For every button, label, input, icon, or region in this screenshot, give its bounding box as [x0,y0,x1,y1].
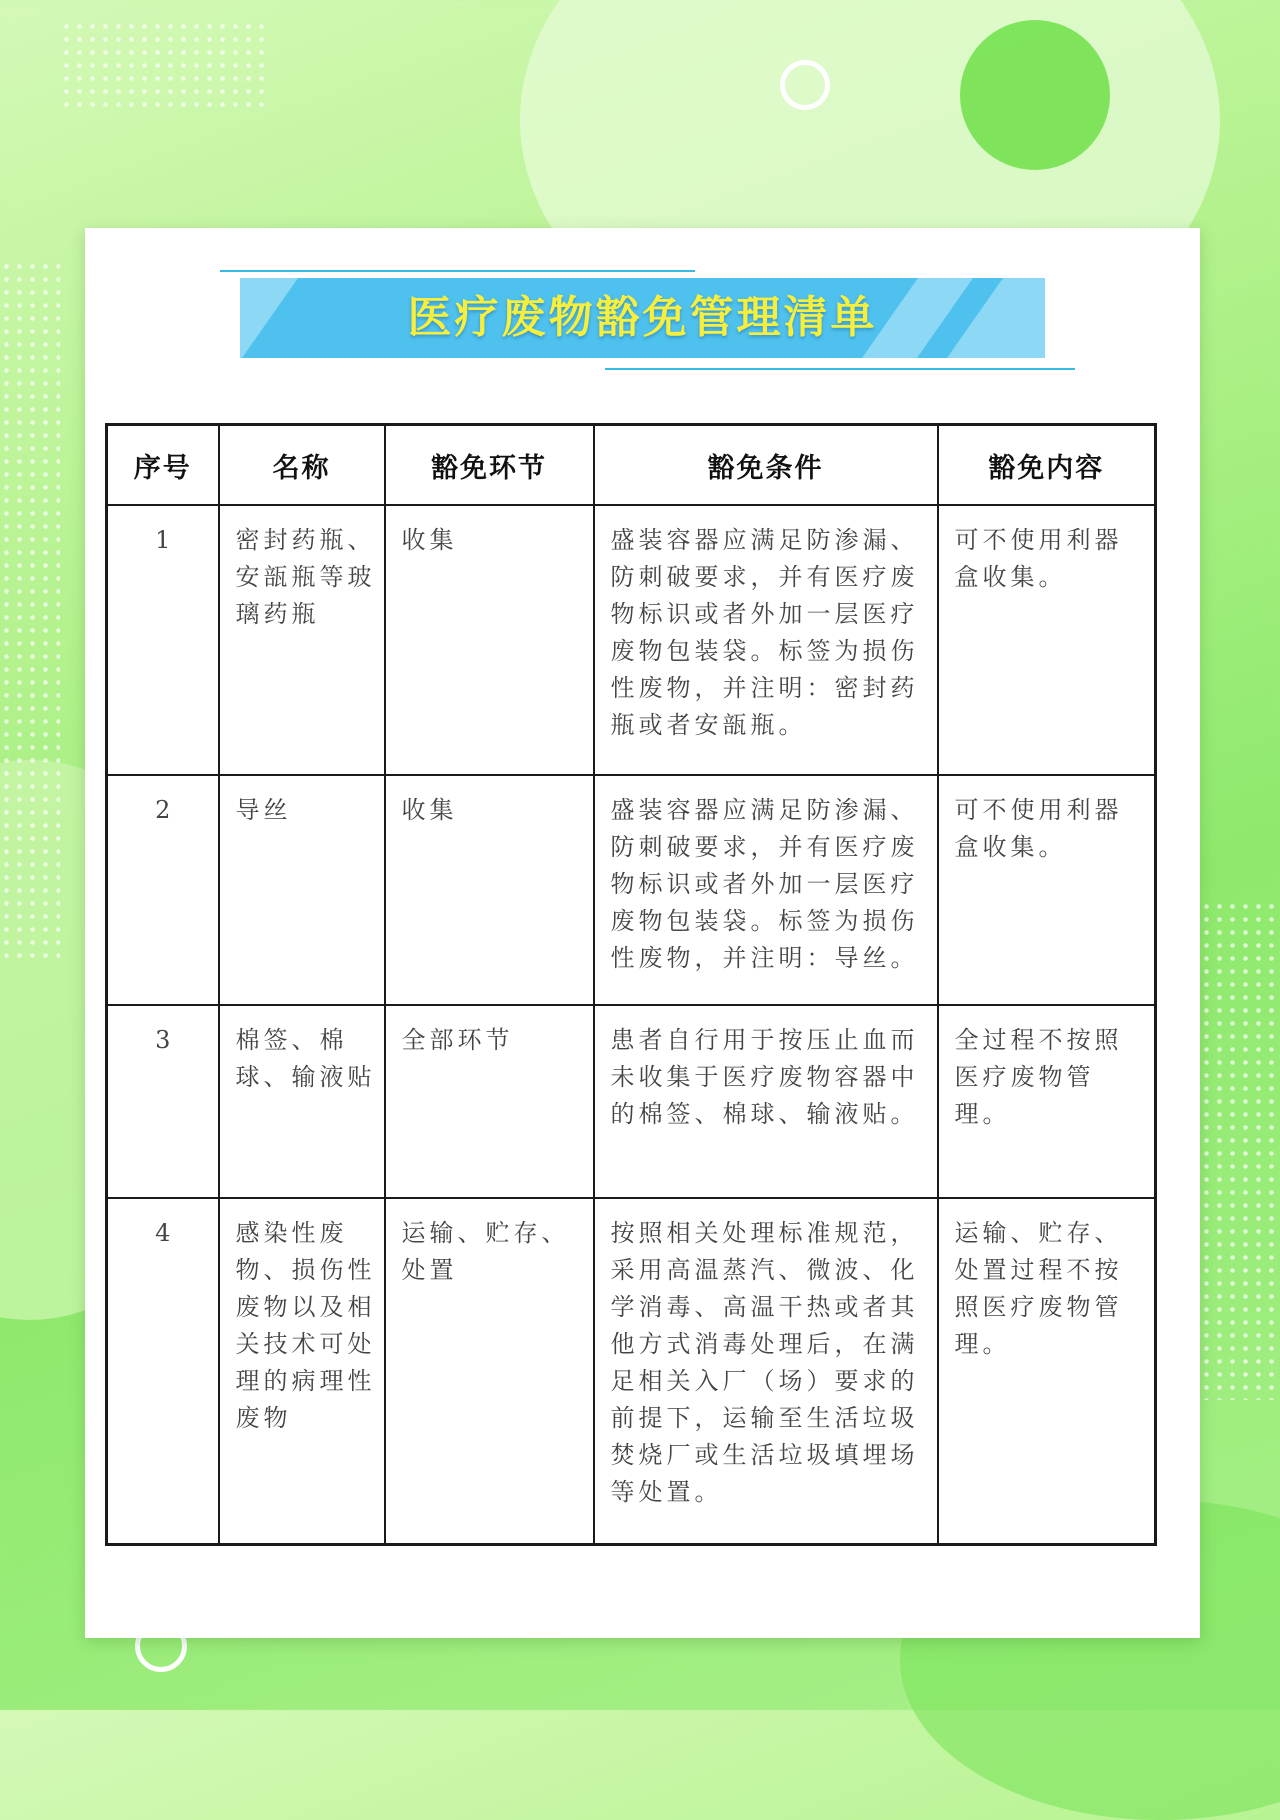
page-title: 医疗废物豁免管理清单 [407,292,878,343]
header-name: 名称 [219,425,385,506]
title-decor-line [220,270,695,272]
table-row [107,1198,1156,1544]
background-circle [960,20,1110,170]
header-index: 序号 [107,425,219,506]
row-index: 4 [107,1198,219,1544]
row-stage: 全部环节 [385,1005,594,1198]
row-content: 可不使用利器盒收集。 [938,505,1156,775]
row-condition: 患者自行用于按压止血而未收集于医疗废物容器中的棉签、棉球、输液贴。 [594,1005,938,1198]
background-dots [0,260,60,960]
row-content: 运输、贮存、处置过程不按照医疗废物管理。 [938,1198,1156,1544]
header-content: 豁免内容 [938,425,1156,506]
row-content: 可不使用利器盒收集。 [938,775,1156,1005]
row-condition: 盛装容器应满足防渗漏、防刺破要求，并有医疗废物标识或者外加一层医疗废物包装袋。标签为损伤性废物，并注明：导丝。 [594,775,938,1005]
row-index: 2 [107,775,219,1005]
row-name: 密封药瓶、安瓿瓶等玻璃药瓶 [219,505,385,775]
row-condition: 盛装容器应满足防渗漏、防刺破要求，并有医疗废物标识或者外加一层医疗废物包装袋。标签为损伤性废物，并注明：密封药瓶或者安瓿瓶。 [594,505,938,775]
title-decor-line [605,368,1075,370]
row-stage: 运输、贮存、处置 [385,1198,594,1544]
row-condition: 按照相关处理标准规范，采用高温蒸汽、微波、化学消毒、高温干热或者其他方式消毒处理后，在满足相关入厂（场）要求的前提下，运输至生活垃圾焚烧厂或生活垃圾填埋场等处置。 [594,1198,938,1544]
row-stage: 收集 [385,505,594,775]
row-name: 棉签、棉球、输液贴 [219,1005,385,1198]
row-name: 感染性废物、损伤性废物以及相关技术可处理的病理性废物 [219,1198,385,1544]
row-index: 3 [107,1005,219,1198]
decorative-ring [780,60,830,110]
table-row [107,775,1156,1005]
table-row [107,1005,1156,1198]
row-stage: 收集 [385,775,594,1005]
row-name: 导丝 [219,775,385,1005]
table-row [107,505,1156,775]
content-card [85,228,1200,1638]
exemption-table [105,423,1157,1546]
header-stage: 豁免环节 [385,425,594,506]
background-dots [1200,900,1280,1400]
background-dots [60,20,270,110]
row-content: 全过程不按照医疗废物管理。 [938,1005,1156,1198]
row-index: 1 [107,505,219,775]
header-condition: 豁免条件 [594,425,938,506]
title-banner [240,278,1045,358]
table-header-row [107,425,1156,506]
